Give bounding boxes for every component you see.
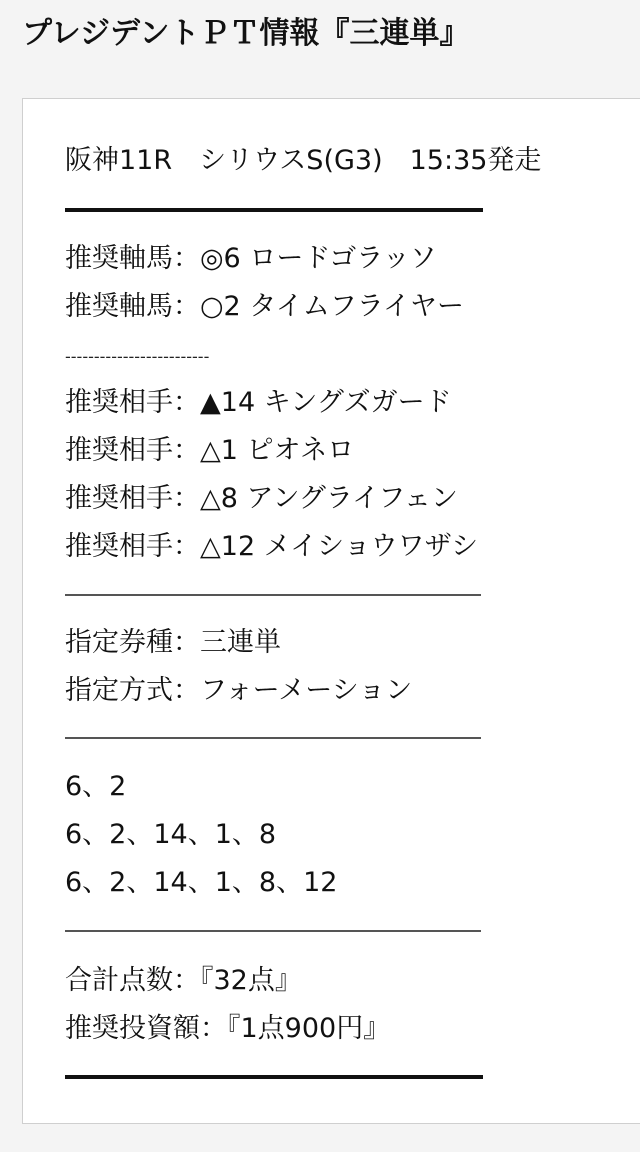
- info-card: [22, 98, 640, 1124]
- bet-method: 指定方式：フォーメーション: [65, 675, 413, 706]
- partner-pick-2: 推奨相手：△1 ピオネロ: [65, 435, 355, 466]
- formation-row-1: 6、2: [65, 771, 127, 802]
- main-pick-2: 推奨軸馬：○2 タイムフライヤー: [65, 291, 464, 322]
- page-title: プレジデントＰＴ情報『三連単』: [22, 16, 470, 51]
- section-divider: [65, 930, 481, 932]
- dash-divider: -------------------------: [65, 347, 210, 366]
- footer-divider: [65, 1075, 483, 1079]
- partner-pick-4: 推奨相手：△12 メイショウワザシ: [65, 531, 479, 562]
- total-points: 合計点数：『32点』: [65, 965, 302, 996]
- section-divider: [65, 594, 481, 596]
- header-divider: [65, 208, 483, 212]
- recommended-amount: 推奨投資額：『1点900円』: [65, 1013, 391, 1044]
- formation-row-2: 6、2、14、1、8: [65, 819, 277, 850]
- partner-pick-3: 推奨相手：△8 アングライフェン: [65, 483, 458, 514]
- partner-pick-1: 推奨相手：▲14 キングズガード: [65, 387, 452, 418]
- section-divider: [65, 737, 481, 739]
- race-header: 阪神11R シリウスS(G3) 15:35発走: [65, 145, 542, 176]
- formation-row-3: 6、2、14、1、8、12: [65, 867, 338, 898]
- main-pick-1: 推奨軸馬：◎6 ロードゴラッソ: [65, 243, 437, 274]
- ticket-type: 指定券種：三連単: [65, 627, 281, 658]
